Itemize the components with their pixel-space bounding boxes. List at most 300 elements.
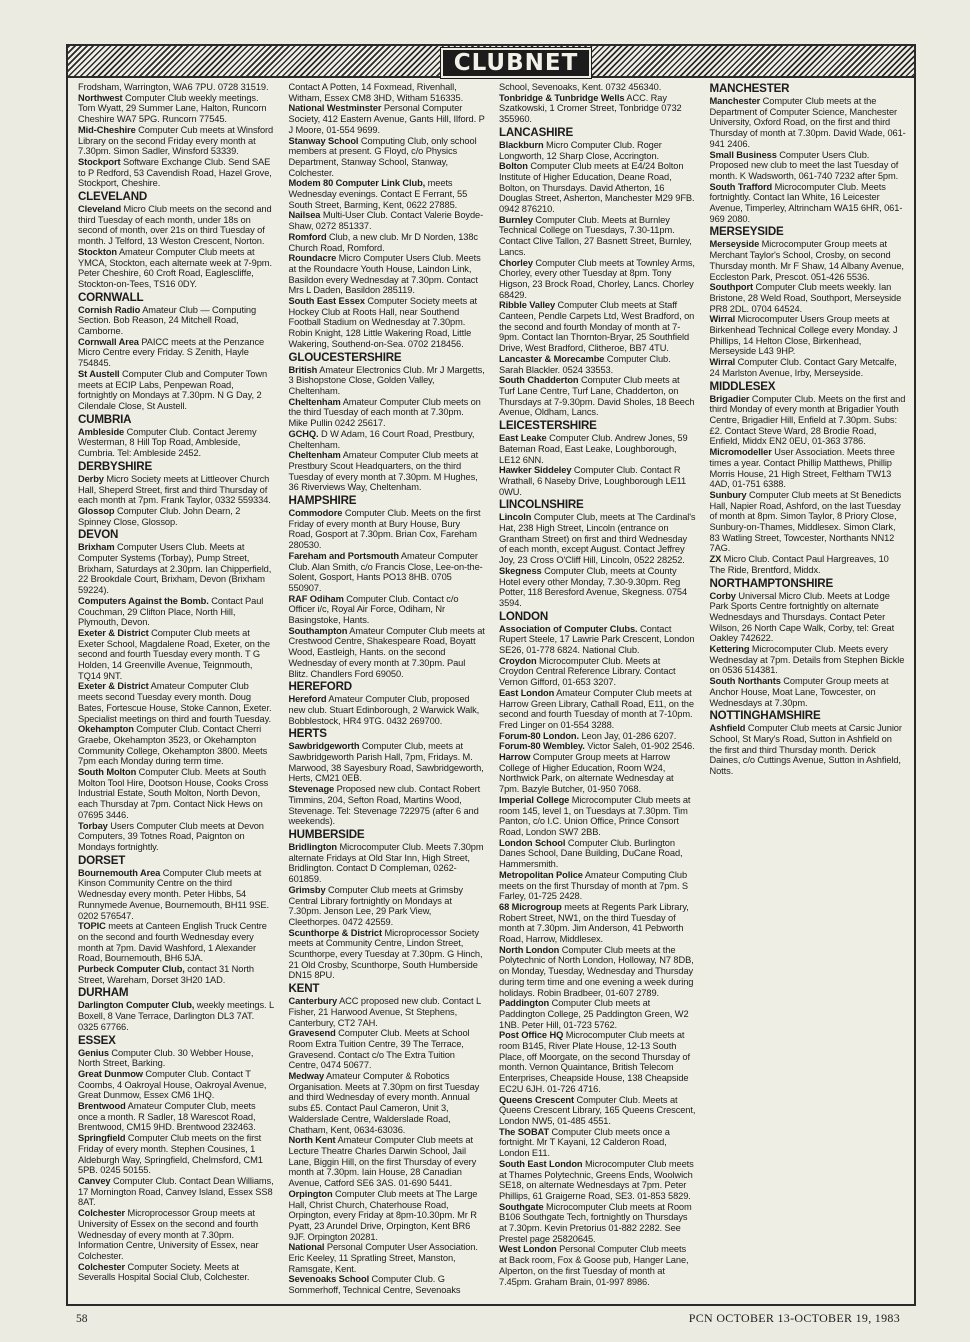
club-entry <box>289 296 486 350</box>
club-details: Micro Computer Users Club. Meets at the Roundacre Youth House, Laindon Link, Basildon every Wednesday at 7.30pm. Contact Mrs L Daden, Basildon 285119. <box>288 253 481 296</box>
club-name: Genius <box>78 1047 109 1058</box>
club-details: Microcomputer Club. Meets fortnightly. Contact Ian White, 16 Leicester Avenue, Timperley, Altrincham WA15 6HR, 061-969 2080. <box>709 181 903 224</box>
club-details: Micro Society meets at Littleover Church Hall, Sheperd Street, first and third Thursday of each month at 7pm. Frank Taylor, 0332 559334. <box>78 473 271 506</box>
club-entry <box>710 239 907 282</box>
club-details: Computer Club meets on the first Friday of every month. Stephen Cousines, 1 Aldeburgh Way, Springfield, Chelmsford, CM1 5PB. 0245 50155. <box>78 1133 263 1176</box>
club-name: Wirral <box>709 357 736 368</box>
club-details: meets Wednesday evenings. Contact E Ferrant, 55 South Street, Barming, Kent, 0622 27885. <box>288 178 468 210</box>
club-name: Metropolitan Police <box>499 869 583 880</box>
club-name: National Westminster <box>288 103 382 114</box>
club-entry <box>289 136 486 179</box>
club-entry <box>499 161 696 215</box>
club-details: Computer Club meets once a fortnight. Mr T Kayani, 12 Calderon Road, London E11. <box>499 1126 670 1159</box>
club-details: Micro Club. Contact Paul Hargreaves, 10 The Ride, Brentford, Middx. <box>709 554 889 575</box>
club-name: Manchester <box>709 96 761 106</box>
club-entry <box>289 1189 486 1243</box>
club-details: Amateur Computer Club meets at Crestwood Centre, Shakespeare Road, Boyatt Wood, Eastleigh, Hants. on the second Wednesday of every month at 7.30pm. Paul Blitz. Chandlers Ford 69050. <box>288 625 485 679</box>
club-entry <box>710 554 907 575</box>
club-details: Computer Club meets at E4/24 Bolton Institute of Higher Education, Deane Road, Bolton, on Thursdays. David Atherton, 16 Douglas Street, Asherton, Manchester M29 9FB. 0942 876210. <box>499 161 695 215</box>
county-heading: CUMBRIA <box>78 412 132 426</box>
club-entry <box>499 998 696 1030</box>
club-details: Computer Club, meets at The Cardinal's Hat, 238 High Street, Lincoln (entrance on Grantham Street) on first and third Wednesday of each month, except August. Contact Jeffrey Joy, 23 Cross O'Cliff Hill, Lincoln, 0522 28252. <box>499 512 696 566</box>
county-heading: MERSEYSIDE <box>709 225 784 239</box>
club-name: St Austell <box>78 368 120 379</box>
club-name: Harrow <box>499 752 531 763</box>
club-details: Microcomputer Club meets at room 145, level 1, on Tuesdays at 7.30pm. Tim Panton, c/o I.C. Union Office, Prince Consort Road, London SW7 2BB. <box>499 794 691 837</box>
club-entry <box>289 594 486 626</box>
club-name: Great Dunmow <box>78 1068 143 1079</box>
club-entry <box>499 1030 696 1094</box>
club-details: Victor Saleh, 01-902 2546. <box>584 741 695 752</box>
club-entry <box>289 996 486 1028</box>
club-name: Glossop <box>78 505 115 516</box>
club-entry <box>78 427 275 459</box>
club-details: Microcomputer Club meets at room B145, River Plate House, 12-13 South Place, off Moorgate, on the second Thursday of month. Vernon Quaintance, British Telecom Enterprises, Cheapside House, 138 Cheapside EC2U 6JH. 01-726 4716. <box>499 1030 690 1094</box>
club-name: Southport <box>709 282 754 293</box>
club-entry <box>78 93 275 125</box>
county-heading: NORTHAMPTONSHIRE <box>709 576 833 590</box>
club-name: Springfield <box>78 1133 126 1144</box>
page-title: CLUBNET <box>441 48 591 78</box>
club-name: Colchester <box>78 1261 126 1272</box>
club-name: Fareham and Portsmouth <box>288 550 399 561</box>
club-name: TOPIC <box>78 921 106 932</box>
club-details: Amateur Electronics Club. Mr J Margetts, 3 Bishopstone Close, Golden Valley, Cheltenham. <box>288 364 485 396</box>
county-heading: MIDDLESEX <box>709 379 776 393</box>
club-entry <box>710 282 907 314</box>
club-entry <box>710 644 907 676</box>
club-entry <box>78 1000 275 1032</box>
club-details: Contact Rupert Steele, 17 Lawrie Park Crescent, London SE26, 01-778 6824. National Club. <box>499 623 695 656</box>
club-details: Microprocessor Society meets at Community Centre, Lindon Street, Scunthorpe, every Tuesday at 7.30pm. G Hinch, 21 Old Crosby, Scunthorpe, South Humberside DN15 8PU. <box>288 927 483 981</box>
club-details: Computer Club. 30 Webber House, North Street, Barking. <box>78 1047 254 1069</box>
club-name: Gravesend <box>288 1028 336 1039</box>
club-entry <box>78 506 275 527</box>
club-entry <box>289 508 486 551</box>
club-details: Computer Society. Meets at Severalls Hospital Social Club, Colchester. Contact A Potten, 14 Foxmead, Rivenhall, Witham, Essex CM8 3HD, Witham 516335. <box>78 82 464 1283</box>
club-name: Torbay <box>78 820 108 831</box>
club-details: Microcomputer Group meets at Merchant Taylor's School, Crosby, on second Thursday month. Mr F Shaw, 14 Albany Avenue, Eccleston Park, Prescot. 051-426 5536. <box>709 239 904 282</box>
club-name: Bolton <box>499 161 528 172</box>
club-details: Computer Club. Burlington Danes School, Dane Building, DuCane Road, Hammersmith. <box>499 837 683 870</box>
club-name: Lancaster & Morecambe <box>499 353 605 364</box>
club-details: Computer Club. Contact Cherri Graebe, Okehampton 3523, or Okehampton Community College, Okehampton 3800. Meets 7pm each Monday during term time. <box>78 724 268 767</box>
club-details: Software Exchange Club. Send SAE to P Redford, 53 Cavendish Road, Hazel Grove, Stockport, Cheshire. <box>78 156 272 189</box>
club-details: weekly meetings. L Boxell, 8 Vane Terrace, Darlington DL3 7AT. 0325 67766. <box>78 1000 274 1032</box>
club-entry <box>78 628 275 682</box>
club-name: South Molton <box>78 767 137 778</box>
club-entry <box>78 204 275 247</box>
club-entry <box>499 433 696 465</box>
club-name: Medway <box>288 1071 325 1082</box>
club-entry <box>78 247 275 290</box>
county-heading: DORSET <box>78 853 126 867</box>
club-details: D W Adam, 16 Court Road, Prestbury, Cheltenham. <box>288 428 475 450</box>
club-entry <box>289 885 486 928</box>
club-details: Computer Club. Sarah Blackler. 0524 33553. <box>499 353 671 375</box>
club-details: Computer Club meets at the Polytechnic of North London, Holloway, N7 8DB, on Monday, Tuesday, Wednesday and Thursday during term time and one evening a week during holidays. Robin Bradbeer, 01-607 2789. <box>499 944 694 998</box>
club-details: Personal Computer Society, 412 Eastern Avenue, Gants Hill, Ilford. P J Moore, 01-554 9699. <box>288 103 485 135</box>
club-name: Wirral <box>709 314 736 325</box>
club-entry <box>78 1208 275 1262</box>
club-name: Romford <box>288 231 327 242</box>
club-details: Computer Users Club. Meets at Computer Systems (Torbay), Pump Street, Brixham, Saturdays at 2.30pm. Ian Chipperfield, 22 Brookdale Court, Brixham, Devon (Brixham 59224). <box>78 542 272 596</box>
club-details: Computer Users Club. Proposed new club to meet the last Tuesday of month. K Wadsworth, 061-740 7232 after 5pm. <box>709 149 899 181</box>
club-details: Microcomputer Club. Meets every Wednesday at 7pm. Details from Stephen Bickle on 0536 514381. <box>709 644 905 676</box>
club-listings <box>78 82 906 1300</box>
club-entry <box>78 1176 275 1208</box>
club-entry <box>289 429 486 450</box>
club-entry <box>499 1202 696 1245</box>
club-name: North Kent <box>288 1135 336 1146</box>
club-entry <box>499 624 696 656</box>
club-name: Canterbury <box>288 996 338 1007</box>
club-entry <box>78 1101 275 1133</box>
club-details: Computer Club meets at Staff Canteen, Pendle Carpets Ltd, West Bradford, on the second and fourth Monday of month at 7-9pm. Contact Ian Thornton-Bryar, 25 Southfield Drive, West Bradford, Clitheroe, BB7 4TU. <box>499 300 695 354</box>
club-name: The SOBAT <box>499 1126 550 1137</box>
club-name: Grimsby <box>288 884 326 895</box>
club-entry <box>499 375 696 418</box>
club-details: Computer Group meets at Harrow College of Higher Education, Room W24, Northwick Park, on alternate Wednesday at 7pm. Bazyle Butcher, 01-950 7068. <box>499 752 674 795</box>
club-name: Southampton <box>288 625 348 636</box>
club-details: Microcomputer Club meets at Room B106 Southgate Tech, fortnightly on Thursdays at 7.30pm. Kevin Pretorius 01-882 2282. See Prestel page 25820645. <box>499 1201 692 1244</box>
club-name: Sevenoaks School <box>288 1274 370 1285</box>
county-heading: GLOUCESTERSHIRE <box>288 350 402 364</box>
club-name: 68 Microgroup <box>499 901 562 912</box>
club-details: Amateur Club — Computing Section. Bob Reason, 24 Mitchell Road, Camborne. <box>78 304 257 337</box>
club-entry <box>710 394 907 448</box>
club-entry <box>78 724 275 767</box>
club-name: East London <box>499 687 555 698</box>
club-entry <box>78 1048 275 1069</box>
club-name: Chorley <box>499 257 533 268</box>
club-details: Amateur Computer Club meets on the third Tuesday of each month at 7.30pm. Mike Pullin 0242 25617. <box>288 396 481 429</box>
club-name: Cornwall Area <box>78 336 139 347</box>
club-details: Amateur Computing Club meets on the first Thursday of month at 7pm. S Farley, 01-725 2428. <box>499 869 689 902</box>
club-entry <box>289 741 486 784</box>
club-name: Small Business <box>709 149 777 160</box>
club-entry <box>289 928 486 982</box>
club-details: Computer Club. Andrew Jones, 59 Bateman Road, East Leake, Loughborough, LE12 6NN. <box>499 433 688 465</box>
club-name: Micromodeller <box>709 447 772 458</box>
club-details: Computer Club. G Sommerhoff, Technical Centre, Sevenoaks School, Sevenoaks, Kent. 0732 456340. <box>288 82 662 1296</box>
club-details: Microcomputer Club. Meets at Croydon Central Reference Library. Contact Vernon Gifford, 01-653 3207. <box>499 655 676 688</box>
club-name: Stanway School <box>288 135 359 146</box>
club-entry <box>499 258 696 301</box>
county-heading: DERBYSHIRE <box>78 459 153 473</box>
club-details: Micro Club meets on the second and third Tuesday of each month, under 18s on second of month, over 21s on third Tuesday of month. J Telford, 13 Weston Crescent, Norton. <box>78 204 272 247</box>
club-name: Cheltenham <box>288 450 341 461</box>
club-name: Cleveland <box>78 204 122 215</box>
club-details: Club, a new club. Mr D Norden, 138c Church Road, Romford. <box>288 231 478 253</box>
club-name: South Chadderton <box>499 375 579 386</box>
club-entry <box>289 842 486 885</box>
club-entry <box>289 450 486 493</box>
club-entry <box>499 1159 696 1202</box>
club-name: Paddington <box>499 998 550 1009</box>
club-details: Computer Club meets at Paddington College, 25 Paddington Green, W2 1NB. Peter Hill, 01-723 5762. <box>499 998 689 1030</box>
club-name: Okehampton <box>78 724 134 735</box>
club-details: Amateur Computer Club meets at Lecture Theatre Charles Darwin School, Jail Lane, Biggin Hill, on the first Thursday of every month at 7.30pm. Iain House, 28 Canadian Avenue, Catford SE6 3AS. 01-690 5441. <box>288 1135 477 1189</box>
club-details: Computer Club meets at St Benedicts Hall, Napier Road, Ashford, on the last Tuesday of month at 8pm. Simon Taylor, 8 Priory Close, Sunbury-on-Thames, Middlesex. Simon Clark, 83 Watling Street, Towcester, Northants NN12 7AG. <box>709 489 902 554</box>
county-heading: KENT <box>288 982 320 996</box>
club-name: Scunthorpe & District <box>288 927 382 938</box>
club-name: Brixham <box>78 542 115 553</box>
club-name: Computers Against the Bomb. <box>78 595 209 606</box>
club-details: Amateur Computer Club meets at Harrow Green Library, Cathall Road, E11, on the second and fourth Tuesday of month at 7-10pm. Fred Linger on 01-554 3288. <box>499 687 694 730</box>
club-entry <box>289 365 486 397</box>
club-entry <box>289 1135 486 1189</box>
club-details: Computer Club, meets at County Hotel every other Monday, 7.30-9.30pm. Reg Potter, 118 Beresford Avenue, Skegness. 0754 3594. <box>499 565 688 608</box>
club-details: Computer Club. Meets at School Room Extra Tuition Centre, 39 The Terrace, Gravesend. Contact c/o The Extra Tuition Centre, 0474 50677. <box>288 1028 470 1071</box>
club-entry <box>289 694 486 726</box>
club-entry <box>78 1133 275 1176</box>
club-name: Northwest <box>78 92 123 103</box>
club-details: meets at Regents Park Library, Robert Street, NW1, on the third Tuesday of month at 7.30pm. Jim Anderson, 41 Pebworth Road, Harrow, Middlesex. <box>499 901 689 945</box>
club-entry <box>289 626 486 680</box>
club-entry <box>499 1244 696 1287</box>
club-name: Forum-80 Wembley. <box>499 741 585 752</box>
club-entry <box>710 96 907 150</box>
club-name: South East London <box>499 1158 583 1169</box>
county-heading: HAMPSHIRE <box>288 494 357 508</box>
club-name: Roundacre <box>288 253 337 264</box>
club-name: Sawbridgeworth <box>288 741 360 752</box>
club-name: Bridlington <box>288 842 337 852</box>
club-details: Computer Society meets at Hockey Club at Roots Hall, near Southend Football Stadium on Wednesday at 7.30pm. Robin Knight, 128 Little Wakering Road, Little Wakering, Southend-on-Sea. 0702 218456. <box>288 296 478 349</box>
club-details: Computer Club meets weekly. Ian Bristone, 28 Weld Road, Southport, Merseyside PR8 2DL. 0704 64524. <box>709 282 902 314</box>
club-details: Computer Club meets at Turf Lane Centre, Turf Lane, Chadderton, on Thursdays at 7-9.30pm. David Sholes, 18 Beech Avenue, Oldham, Lancs. <box>499 375 695 418</box>
club-details: Amateur Computer Club meets at Prestbury Scout Headquarters, on the third Tuesday of every month at 7.30pm. M Hughes, 36 Riverviews Way, Cheltenham. <box>288 450 479 493</box>
club-details: Computer Club meets at Townley Arms, Chorley, every other Tuesday at 8pm. Tony Higson, 23 Brock Road, Chorley, Lancs. Chorley 68429. <box>499 257 695 300</box>
club-entry <box>78 681 275 724</box>
county-heading: HERTS <box>288 727 327 741</box>
club-name: Southgate <box>499 1201 544 1212</box>
club-details: Universal Micro Club. Meets at Lodge Park Sports Centre fortnightly on alternate Wednesdays and Thursdays. Contact Peter Wilson, 26 North Cape Walk, Corby, tel: Great Oakley 742622. <box>709 590 895 644</box>
club-entry <box>499 300 696 354</box>
county-heading: CLEVELAND <box>78 190 148 204</box>
club-details: Computer Club. Meets at Queens Crescent Library, 165 Queens Crescent, London NW5, 01-485 4551. <box>499 1094 696 1126</box>
club-details: Computer Club meets at Carsic Junior School, St Mary's Road, Sutton in Ashfield on the first and third Thursday month. Derick Daines, c/o Cuttings Avenue, Sutton in Ashfield, Notts. <box>709 723 902 777</box>
club-entry <box>710 182 907 225</box>
club-name: Association of Computer Clubs. <box>499 623 638 634</box>
club-name: West London <box>499 1244 557 1255</box>
club-name: Queens Crescent <box>499 1094 574 1105</box>
club-entry <box>289 1028 486 1071</box>
club-entry <box>78 125 275 157</box>
club-details: meets at Canteen English Truck Centre on the second and fourth Wednesday every month at 7pm. David Washford, 1 Alexander Road, Bournemouth, BH6 5JA. <box>78 921 267 964</box>
club-entry <box>289 232 486 253</box>
club-name: Brigadier <box>709 393 750 404</box>
club-details: Computer Club. Meets at South Molton Tool Hire, Dootson House, Cooks Cross Industrial Estate, South Molton, North Devon, each Thursday at 7pm. Contact Nick Hews on 07695 3446. <box>78 767 269 820</box>
club-entry <box>499 741 696 752</box>
club-details: Micro Computer Club. Roger Longworth, 12 Sharp Close, Accrington. <box>499 139 662 161</box>
clubnet-frame <box>66 44 916 1306</box>
county-heading: LONDON <box>499 609 549 623</box>
club-entry <box>78 474 275 506</box>
club-entry <box>499 731 696 742</box>
club-details: Computer Club meets at Grimsby Central Library fortnightly on Mondays at 7.30pm. Jenson Lee, 29 Park View, Cleethorpes. 0472 42559. <box>288 884 463 927</box>
club-name: Kettering <box>709 644 750 655</box>
club-details: Computer Club. Meets at Burnley Technical College on Tuesdays, 7.30-11pm. Contact Clive Tallon, 27 Basnett Street, Burnley, Lancs. <box>499 214 692 257</box>
club-details: Computing Club, only school members at present. G Floyd, c/o Physics Department, Stanway School, Stanway, Colchester. <box>288 135 477 178</box>
county-heading: HEREFORD <box>288 680 352 694</box>
club-entry <box>289 397 486 429</box>
club-entry <box>78 157 275 189</box>
club-entry <box>78 596 275 628</box>
club-entry <box>499 1127 696 1159</box>
club-entry <box>499 688 696 731</box>
club-details: Amateur Computer Club meets second Tuesday every month. Doug Bates, Fortescue House, Stoke Cannon, Exeter. Specialist meetings on third and fourth Tuesday. <box>78 681 272 724</box>
club-name: Nailsea <box>288 210 321 221</box>
club-entry <box>78 369 275 412</box>
club-entry <box>499 566 696 609</box>
club-details: Computer Club. Contact R Wrathall, 6 Naseby Drive, Loughborough LE11 0WU. <box>499 465 687 497</box>
club-name: Merseyside <box>709 239 760 250</box>
club-details: Amateur Computer Club, meets once a month. R Sadler, 18 Warescot Road, Brentwood, CM15 9HD. Brentwood 232463. <box>78 1101 256 1133</box>
club-entry <box>499 838 696 870</box>
club-entry <box>289 253 486 296</box>
county-heading: NOTTINGHAMSHIRE <box>709 709 821 723</box>
club-details: Computer Club and Computer Town meets at ECIP Labs, Penpewan Road, fortnightly on Mondays at 7.30pm. N G Day, 2 Cilendale Close, St Austell. <box>78 368 268 411</box>
club-entry <box>289 551 486 594</box>
club-name: Corby <box>709 590 736 601</box>
club-entry <box>499 512 696 566</box>
club-name: Bournemouth Area <box>78 867 161 878</box>
club-name: Darlington Computer Club, <box>78 1000 195 1011</box>
club-entry <box>78 1069 275 1101</box>
club-entry <box>78 921 275 964</box>
club-name: Exeter & District <box>78 627 149 638</box>
club-entry <box>499 1095 696 1127</box>
club-details: Computer Club meets at The Large Hall, Christ Church, Chaterhouse Road, Orpington, every Friday at 8pm-10.30pm. Mr R Pyatt, 23 Arundel Drive, Orpington, Kent BR6 9JF. Orpington 20281. <box>288 1188 478 1242</box>
club-name: London School <box>499 837 566 848</box>
club-name: Stevenage <box>288 784 335 795</box>
club-entry <box>499 93 696 125</box>
club-name: GCHQ. <box>288 428 319 439</box>
club-details: Personal Computer Club meets at Back room, Fox & Goose pub, Hanger Lane, Alperton, on the first Tuesday of month at 7.45pm. Graham Brain, 01-997 8986. <box>499 1244 689 1287</box>
club-name: Purbeck Computer Club, <box>78 964 185 975</box>
county-heading: LINCOLNSHIRE <box>499 498 584 512</box>
club-details: Microcomputer Users Group meets at Birkenhead Technical College every Monday. J Phillips, 14 Helton Close, Birkenhead, Merseyside L43 9HP. <box>709 314 898 357</box>
county-heading: MANCHESTER <box>709 82 790 95</box>
club-details: Computer Cub meets at Winsford Library on the second Friday every month at 7.30pm. Simon Sadler, Winsford 53339. <box>78 124 274 157</box>
club-entry <box>289 178 486 210</box>
club-name: Post Office HQ <box>499 1030 564 1041</box>
county-heading: ESSEX <box>78 1033 116 1047</box>
club-details: Computer Club, meets at Sawbridgeworth Parish Hall, 7pm, Fridays. M. Marwood, 38 Sayesbury Road, Sawbridgeworth, Herts, CM21 0EB. <box>288 741 484 784</box>
club-entry <box>710 490 907 554</box>
club-entry <box>499 945 696 999</box>
club-details: Multi-User Club. Contact Valerie Boyde-Shaw, 0272 851337. <box>288 210 484 232</box>
club-entry <box>710 676 907 708</box>
club-name: Croydon <box>499 655 537 666</box>
county-heading: CORNWALL <box>78 290 144 304</box>
club-name: Canvey <box>78 1175 111 1186</box>
club-entry <box>78 542 275 596</box>
club-entry <box>499 795 696 838</box>
club-name: Ribble Valley <box>499 300 556 311</box>
club-name: South Trafford <box>709 181 773 192</box>
club-name: Blackburn <box>499 139 544 150</box>
club-name: Orpington <box>288 1188 333 1199</box>
club-entry <box>710 447 907 490</box>
club-details: Microprocessor Group meets at University of Essex on the second and fourth Wednesday of every month at 7.30pm. Information Centre, University of Essex, near Colchester. <box>78 1208 259 1261</box>
club-name: South Northants <box>709 676 781 687</box>
club-name: South East Essex <box>288 296 365 307</box>
club-name: Cheltenham <box>288 396 341 407</box>
club-details: Amateur Computer Club. Alan Smith, c/o Francis Close, Lee-on-the-Solent, Gosport, Hants PO13 8HB. 0705 550907. <box>288 550 483 593</box>
club-details: Computer Club. Contact Jeremy Westerman, 8 Hill Top Road, Ambleside, Cumbria. Tel: Ambleside 2452. <box>78 426 257 459</box>
club-details: Computer Club. John Dearn, 2 Spinney Close, Glossop. <box>78 505 241 527</box>
club-details: Computer Club weekly meetings. Tom Wyatt, 29 Summer Lane, Halton, Runcorn Cheshire WA7 5PG. Runcorn 77545. <box>78 92 267 125</box>
club-entry <box>499 902 696 945</box>
club-name: North London <box>499 944 560 955</box>
club-entry <box>78 767 275 821</box>
club-name: Stockport <box>78 156 121 167</box>
club-name: Skegness <box>499 565 542 576</box>
club-details: Computer Group meets at Anchor House, Moat Lane, Towcester, on Wednesdays at 7.30pm. <box>709 676 889 708</box>
club-details: Proposed new club. Contact Robert Timmins, 204, Sefton Road, Martins Wood, Stevenage. Tel: Stevenage 722975 (after 6 and weekends). <box>288 784 481 827</box>
club-name: Hawker Siddeley <box>499 465 572 476</box>
county-heading: DURHAM <box>78 986 129 1000</box>
club-entry <box>78 821 275 853</box>
club-name: East Leake <box>499 433 547 444</box>
club-details: Amateur Computer & Robotics Organisation. Meets at 7.30pm on first Tuesday and third Wednesday of every month. Annual subs £5. Contact Paul Cameron, Unit 3, Walderslade Centre, Walderslade Road, Chatham, Kent, 0634-63036. <box>288 1071 480 1135</box>
club-details: Computer Club. Contact c/o Officer i/c, Royal Air Force, Odiham, Nr Basingstoke, Hants. <box>288 593 459 626</box>
club-entry <box>78 868 275 922</box>
club-entry <box>710 357 907 378</box>
club-name: British <box>288 364 318 375</box>
club-name: Lincoln <box>499 512 532 523</box>
club-entry <box>499 465 696 497</box>
club-name: Mid-Cheshire <box>78 124 136 135</box>
club-entry <box>289 784 486 827</box>
club-entry <box>289 103 486 135</box>
club-details: Computer Club. Contact T Coombs, 4 Oakroyal House, Oakroyal Avenue, Great Dunmow, Essex CM6 1HQ. <box>78 1068 267 1101</box>
club-entry <box>289 1071 486 1135</box>
club-details: ACC. Ray Szatkowski, 1 Cromer Street, Tonbridge 0732 355960. <box>499 92 682 125</box>
club-entry <box>78 305 275 337</box>
club-details: Microcomputer Club meets at Thames Polytechnic, Greens Ends, Woolwich SE18, on alternate Wednesdays at 7pm. Peter Phillips, 61 Graigerne Road, SE3. 01-853 5829. <box>499 1158 694 1201</box>
club-name: RAF Odiham <box>288 593 344 604</box>
club-name: Derby <box>78 473 104 484</box>
club-details: Computer Club. Contact Gary Metcalfe, 24 Marlston Avenue, Irby, Merseyside. <box>709 357 897 378</box>
club-name: Modem 80 Computer Link Club, <box>288 178 426 189</box>
club-entry <box>499 354 696 375</box>
club-name: Hereford <box>288 694 327 705</box>
county-heading: LEICESTERSHIRE <box>499 419 597 433</box>
club-details: Amateur Computer Club, proposed new club. Stuart Edinborough, 2 Warwick Walk, Bobblestock, HR4 9TG. 0432 269700. <box>288 694 480 726</box>
club-details: Computer Club. Contact Dean Williams, 17 Mornington Road, Canvey Island, Essex SS8 8AT. <box>78 1175 274 1208</box>
club-details: PAICC meets at the Penzance Micro Centre every Friday. S Zenith, Hayle 754845. <box>78 336 265 369</box>
club-entry <box>78 82 275 93</box>
club-entry <box>78 964 275 985</box>
club-entry <box>289 1242 486 1274</box>
club-entry <box>499 140 696 161</box>
club-details: contact 31 North Street, Wareham, Dorset 3H20 1AD. <box>78 964 254 985</box>
club-name: ZX <box>709 554 722 565</box>
club-name: Ashfield <box>709 723 746 734</box>
club-name: Commodore <box>288 508 343 519</box>
club-entry <box>289 210 486 231</box>
club-details: User Association. Meets three times a year. Contact Phillip Matthews, Phillip Morris House, 21 High Street, Feltham TW13 4AD, 01-751 6388. <box>709 447 895 490</box>
club-entry <box>710 314 907 357</box>
club-entry <box>499 656 696 688</box>
club-name: Exeter & District <box>78 681 149 692</box>
club-details: Computer Club. Meets on the first and third Monday of every month at Brigadier Youth Centre, Brigadier Hill, Enfield at 7.30pm. Subs: £2. Contact Steve Ward, 28 Brodie Road, Enfield, Middx EN2 0EU, 01-363 3786. <box>709 393 906 447</box>
club-name: Cornish Radio <box>78 304 141 315</box>
